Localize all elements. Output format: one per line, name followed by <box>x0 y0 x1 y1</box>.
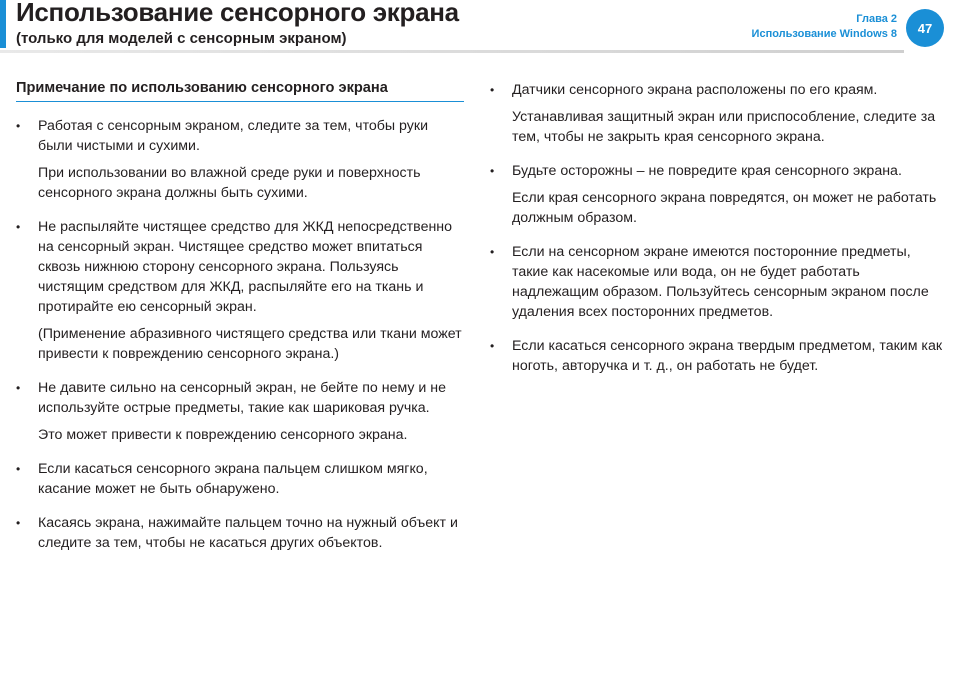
list-item-note: Это может привести к повреждению сенсорного экрана. <box>38 427 408 443</box>
list-item-note: Если края сенсорного экрана повредятся, он может не работать должным образом. <box>512 190 937 226</box>
list-item-text: Если касаться сенсорного экрана твердым предметом, таким как ноготь, авторучка и т. д., он работать не будет. <box>512 338 943 374</box>
section-heading: Примечание по использованию сенсорного экрана <box>16 78 464 102</box>
list-item <box>490 80 945 147</box>
list-item-note: Устанавливая защитный экран или приспособление, следите за тем, чтобы не закрыть края сенсорного экрана. <box>512 109 936 145</box>
page-number: 47 <box>917 20 933 36</box>
list-item <box>16 378 466 445</box>
list-item <box>490 242 945 322</box>
bullet-icon: • <box>16 119 21 133</box>
list-item-text: Если касаться сенсорного экрана пальцем слишком мягко, касание может не быть обнаружено. <box>38 461 428 497</box>
chapter-info <box>752 12 897 42</box>
page-subtitle: (только для моделей с сенсорным экраном) <box>16 30 347 47</box>
bullet-icon: • <box>16 516 21 530</box>
bullet-icon: • <box>490 164 495 178</box>
chapter-label: Глава 2 <box>856 13 897 25</box>
page-number-badge <box>906 9 944 47</box>
list-item-text: Датчики сенсорного экрана расположены по его краям. <box>512 82 878 98</box>
bullet-icon: • <box>16 220 21 234</box>
list-item-text: Будьте осторожны – не повредите края сенсорного экрана. <box>512 163 902 179</box>
left-column <box>16 78 466 567</box>
right-column <box>490 80 945 390</box>
chapter-title: Использование Windows 8 <box>751 28 897 40</box>
header-divider <box>0 50 904 53</box>
list-item <box>16 217 466 364</box>
list-item <box>16 459 466 499</box>
list-item-text: Если на сенсорном экране имеются посторонние предметы, такие как насекомые или вода, он не будет работать надлежащим образом. Пользуйтесь сенсорным экраном после удаления всех посторонних предметов. <box>512 244 929 320</box>
list-item <box>490 336 945 376</box>
list-item-note: При использовании во влажной среде руки и поверхность сенсорного экрана должны быть сухими. <box>38 165 421 201</box>
bullet-icon: • <box>490 245 495 259</box>
list-item-text: Не давите сильно на сенсорный экран, не бейте по нему и не используйте острые предметы, такие как шариковая ручка. <box>38 380 447 416</box>
bullet-icon: • <box>490 83 495 97</box>
bullet-icon: • <box>16 462 21 476</box>
list-item-text: Касаясь экрана, нажимайте пальцем точно на нужный объект и следите за тем, чтобы не касаться других объектов. <box>38 515 458 551</box>
list-item-note: (Применение абразивного чистящего средства или ткани может привести к повреждению сенсорного экрана.) <box>38 326 462 362</box>
bullet-icon: • <box>490 339 495 353</box>
list-item-text: Не распыляйте чистящее средство для ЖКД непосредственно на сенсорный экран. Чистящее средство может впитаться сквозь нижнюю сторону сенсорного экрана. Пользуясь чистящим средством для ЖКД, распыляйте его на ткань и протирайте ею сенсорный экран. <box>38 219 453 315</box>
header-accent-bar <box>0 0 6 48</box>
list-item <box>490 161 945 228</box>
list-item <box>16 513 466 553</box>
list-item <box>16 116 466 203</box>
bullet-icon: • <box>16 381 21 395</box>
page-title: Использование сенсорного экрана <box>16 0 459 27</box>
left-bullet-list <box>16 116 466 553</box>
right-bullet-list <box>490 80 945 376</box>
list-item-text: Работая с сенсорным экраном, следите за тем, чтобы руки были чистыми и сухими. <box>38 118 429 154</box>
